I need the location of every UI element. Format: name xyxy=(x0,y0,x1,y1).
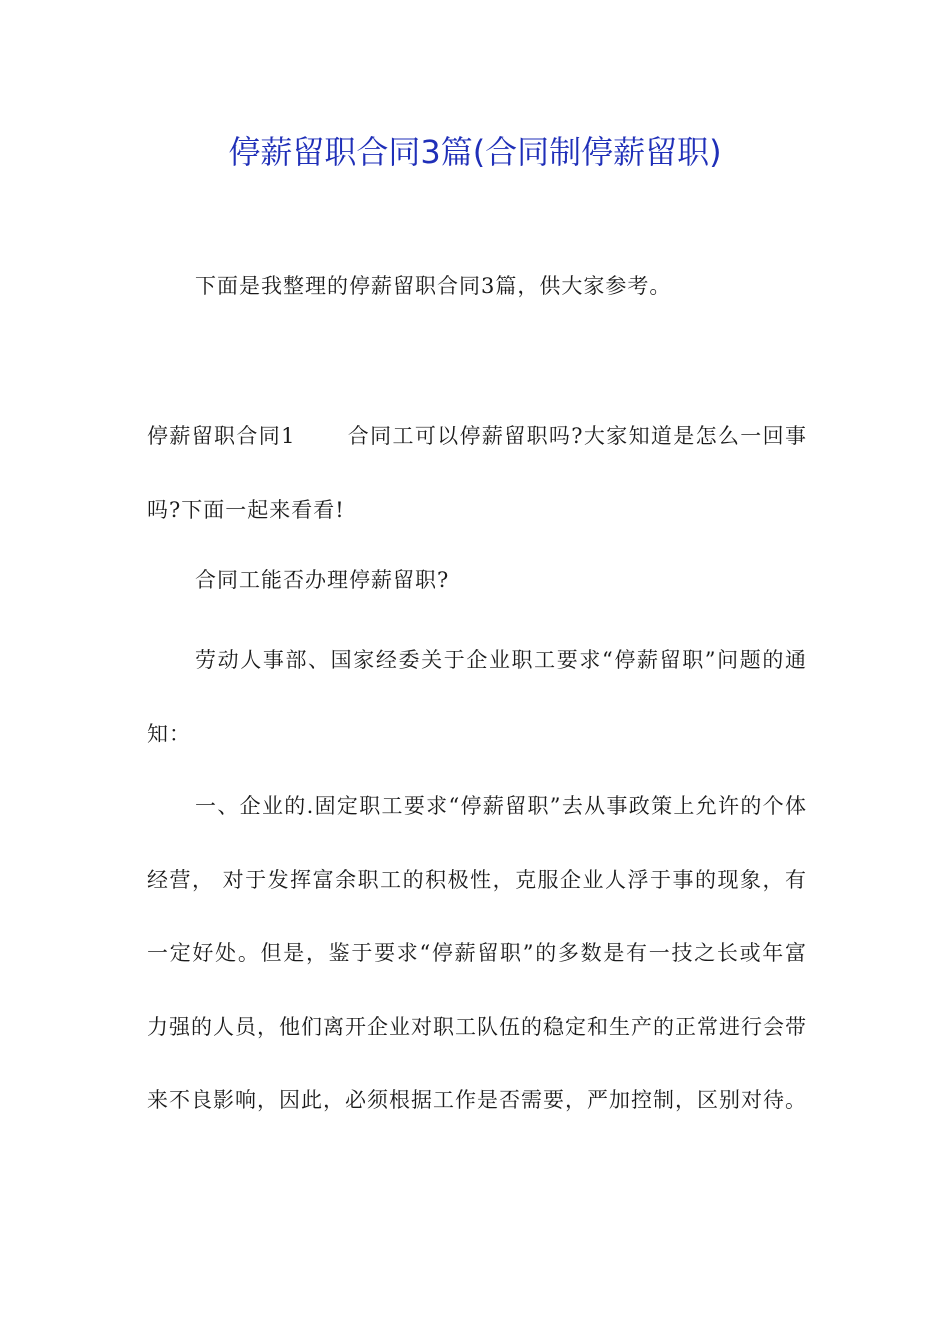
contract-1-heading: 停薪留职合同1 xyxy=(147,424,296,448)
item-1-paragraph: 一、企业的.固定职工要求“停薪留职”去从事政策上允许的个体经营， 对于发挥富余职工的积极性，克服企业人浮于事的现象，有一定好处。但是，鉴于要求“停薪留职”的多数是有一技之长或年富力强的人员，他们离开企业对职工队伍的稳定和生产的正常进行会带来不良影响，因此，必须根据工作是否需要，严加控制，区别对待。 xyxy=(147,794,807,1112)
document-title: 停薪留职合同3篇(合同制停薪留职) xyxy=(228,133,722,171)
notice-paragraph: 劳动人事部、国家经委关于企业职工要求“停薪留职”问题的通知： xyxy=(147,648,807,746)
question-paragraph: 合同工能否办理停薪留职? xyxy=(195,568,450,592)
contract-1-text: 合同工可以停薪留职吗?大家知道是怎么一回事吗?下面一起来看看! xyxy=(147,424,807,522)
contract-1-paragraph xyxy=(147,400,807,547)
intro-paragraph: 下面是我整理的停薪留职合同3篇，供大家参考。 xyxy=(195,274,672,298)
